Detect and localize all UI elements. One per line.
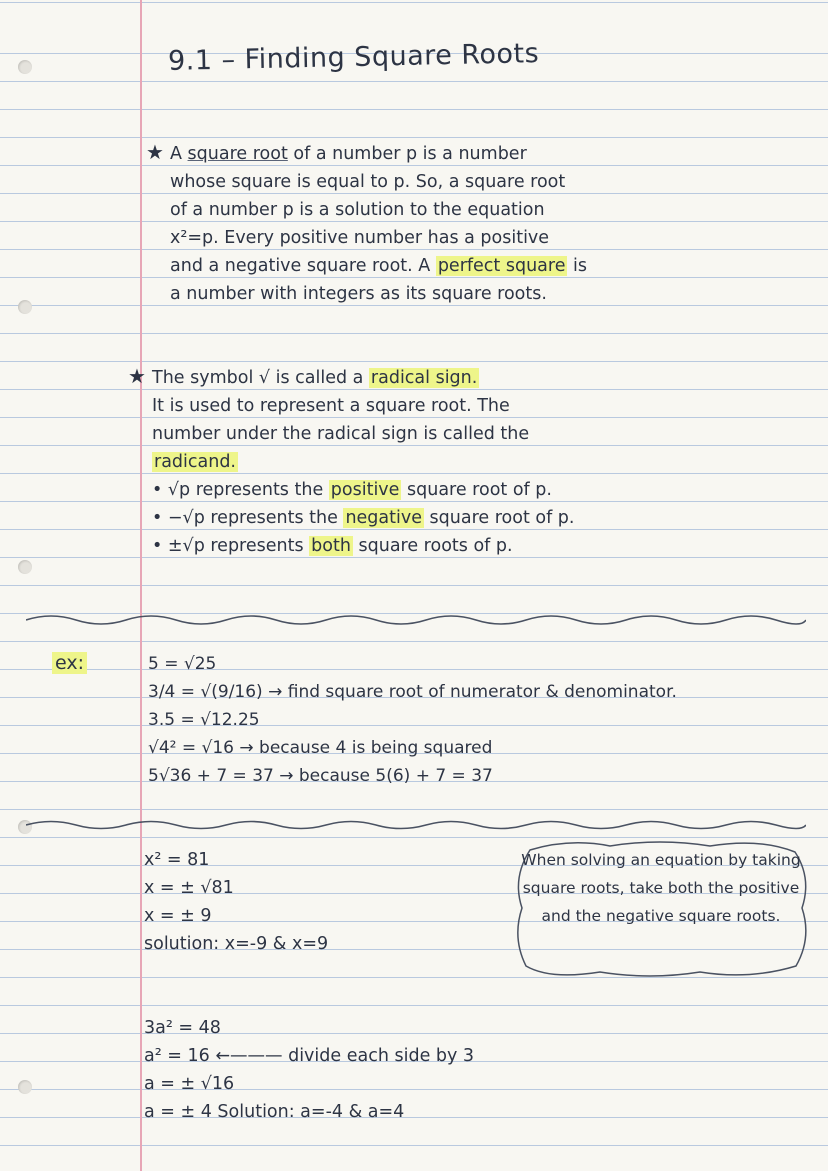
example-line: 3/4 = √(9/16) → find square root of numerator & denominator. — [148, 682, 677, 702]
text-span: • −√p represents the — [152, 508, 344, 528]
definition-radical-sign — [128, 362, 575, 560]
divider-wave-1 — [26, 612, 806, 626]
highlighted-term: radical sign. — [370, 368, 478, 388]
text-span: A — [170, 144, 188, 164]
text-span: The symbol √ is called a — [152, 368, 369, 388]
text-line — [152, 392, 574, 420]
text-line — [170, 224, 587, 252]
highlighted-term: negative — [345, 508, 422, 528]
text-line — [170, 280, 587, 308]
example-line: √4² = √16 → because 4 is being squared — [148, 738, 493, 758]
equation-step: x = ± √81 — [144, 878, 234, 898]
equation-step: a² = 16 ←——— divide each side by 3 — [144, 1046, 475, 1066]
text-span: of a number p is a solution to the equation — [170, 200, 545, 220]
text-span: number under the radical sign is called the — [152, 424, 530, 444]
margin-line — [140, 0, 142, 1171]
divider-wave-2 — [26, 818, 806, 832]
text-line — [146, 138, 587, 168]
text-line — [152, 504, 574, 532]
text-line — [170, 252, 587, 280]
text-span: square root of p. — [423, 508, 575, 528]
text-line — [152, 448, 574, 476]
text-span: is — [567, 256, 588, 276]
star-icon: ★ — [128, 364, 146, 388]
star-icon: ★ — [146, 140, 164, 164]
equation-step: a = ± √16 — [144, 1074, 235, 1094]
text-line — [152, 532, 574, 560]
highlighted-term: perfect square — [437, 256, 566, 276]
example-line: 3.5 = √12.25 — [148, 710, 260, 730]
text-span: and a negative square root. A — [170, 256, 436, 276]
text-line — [170, 168, 587, 196]
text-span: a number with integers as its square roots. — [170, 284, 547, 304]
text-line — [152, 476, 574, 504]
text-span: • √p represents the — [152, 480, 329, 500]
text-line — [128, 362, 574, 392]
underlined-term: square root — [187, 144, 288, 164]
examples-label: ex: — [52, 652, 87, 674]
text-span: whose square is equal to p. So, a square root — [170, 172, 566, 192]
cloud-note: When solving an equation by taking square roots, take both the positive and the negative square roots. — [521, 851, 801, 925]
equation-step: x² = 81 — [144, 850, 210, 870]
example-line: 5 = √25 — [148, 654, 217, 674]
page-title: 9.1 – Finding Square Roots — [167, 38, 540, 77]
equation-x-squared — [144, 846, 328, 958]
definition-square-root — [146, 138, 588, 308]
example-line: 5√36 + 7 = 37 → because 5(6) + 7 = 37 — [148, 766, 493, 786]
examples-list — [148, 650, 677, 790]
text-span: It is used to represent a square root. The — [152, 396, 510, 416]
equation-step: x = ± 9 — [144, 906, 212, 926]
highlighted-term: both — [311, 536, 351, 556]
text-span: x²=p. Every positive number has a positive — [170, 228, 550, 248]
equation-step: 3a² = 48 — [144, 1018, 221, 1038]
text-line — [152, 420, 574, 448]
highlighted-term: radicand. — [154, 452, 236, 472]
equation-3a-squared — [144, 1014, 474, 1126]
highlighted-term: positive — [330, 480, 400, 500]
equation-step: a = ± 4 Solution: a=-4 & a=4 — [144, 1102, 405, 1122]
equation-step: solution: x=-9 & x=9 — [144, 934, 329, 954]
text-span: • ±√p represents — [152, 536, 310, 556]
text-span: square root of p. — [401, 480, 552, 500]
text-span: of a number p is a number — [287, 144, 527, 164]
text-line — [170, 196, 587, 224]
text-span: square roots of p. — [352, 536, 513, 556]
